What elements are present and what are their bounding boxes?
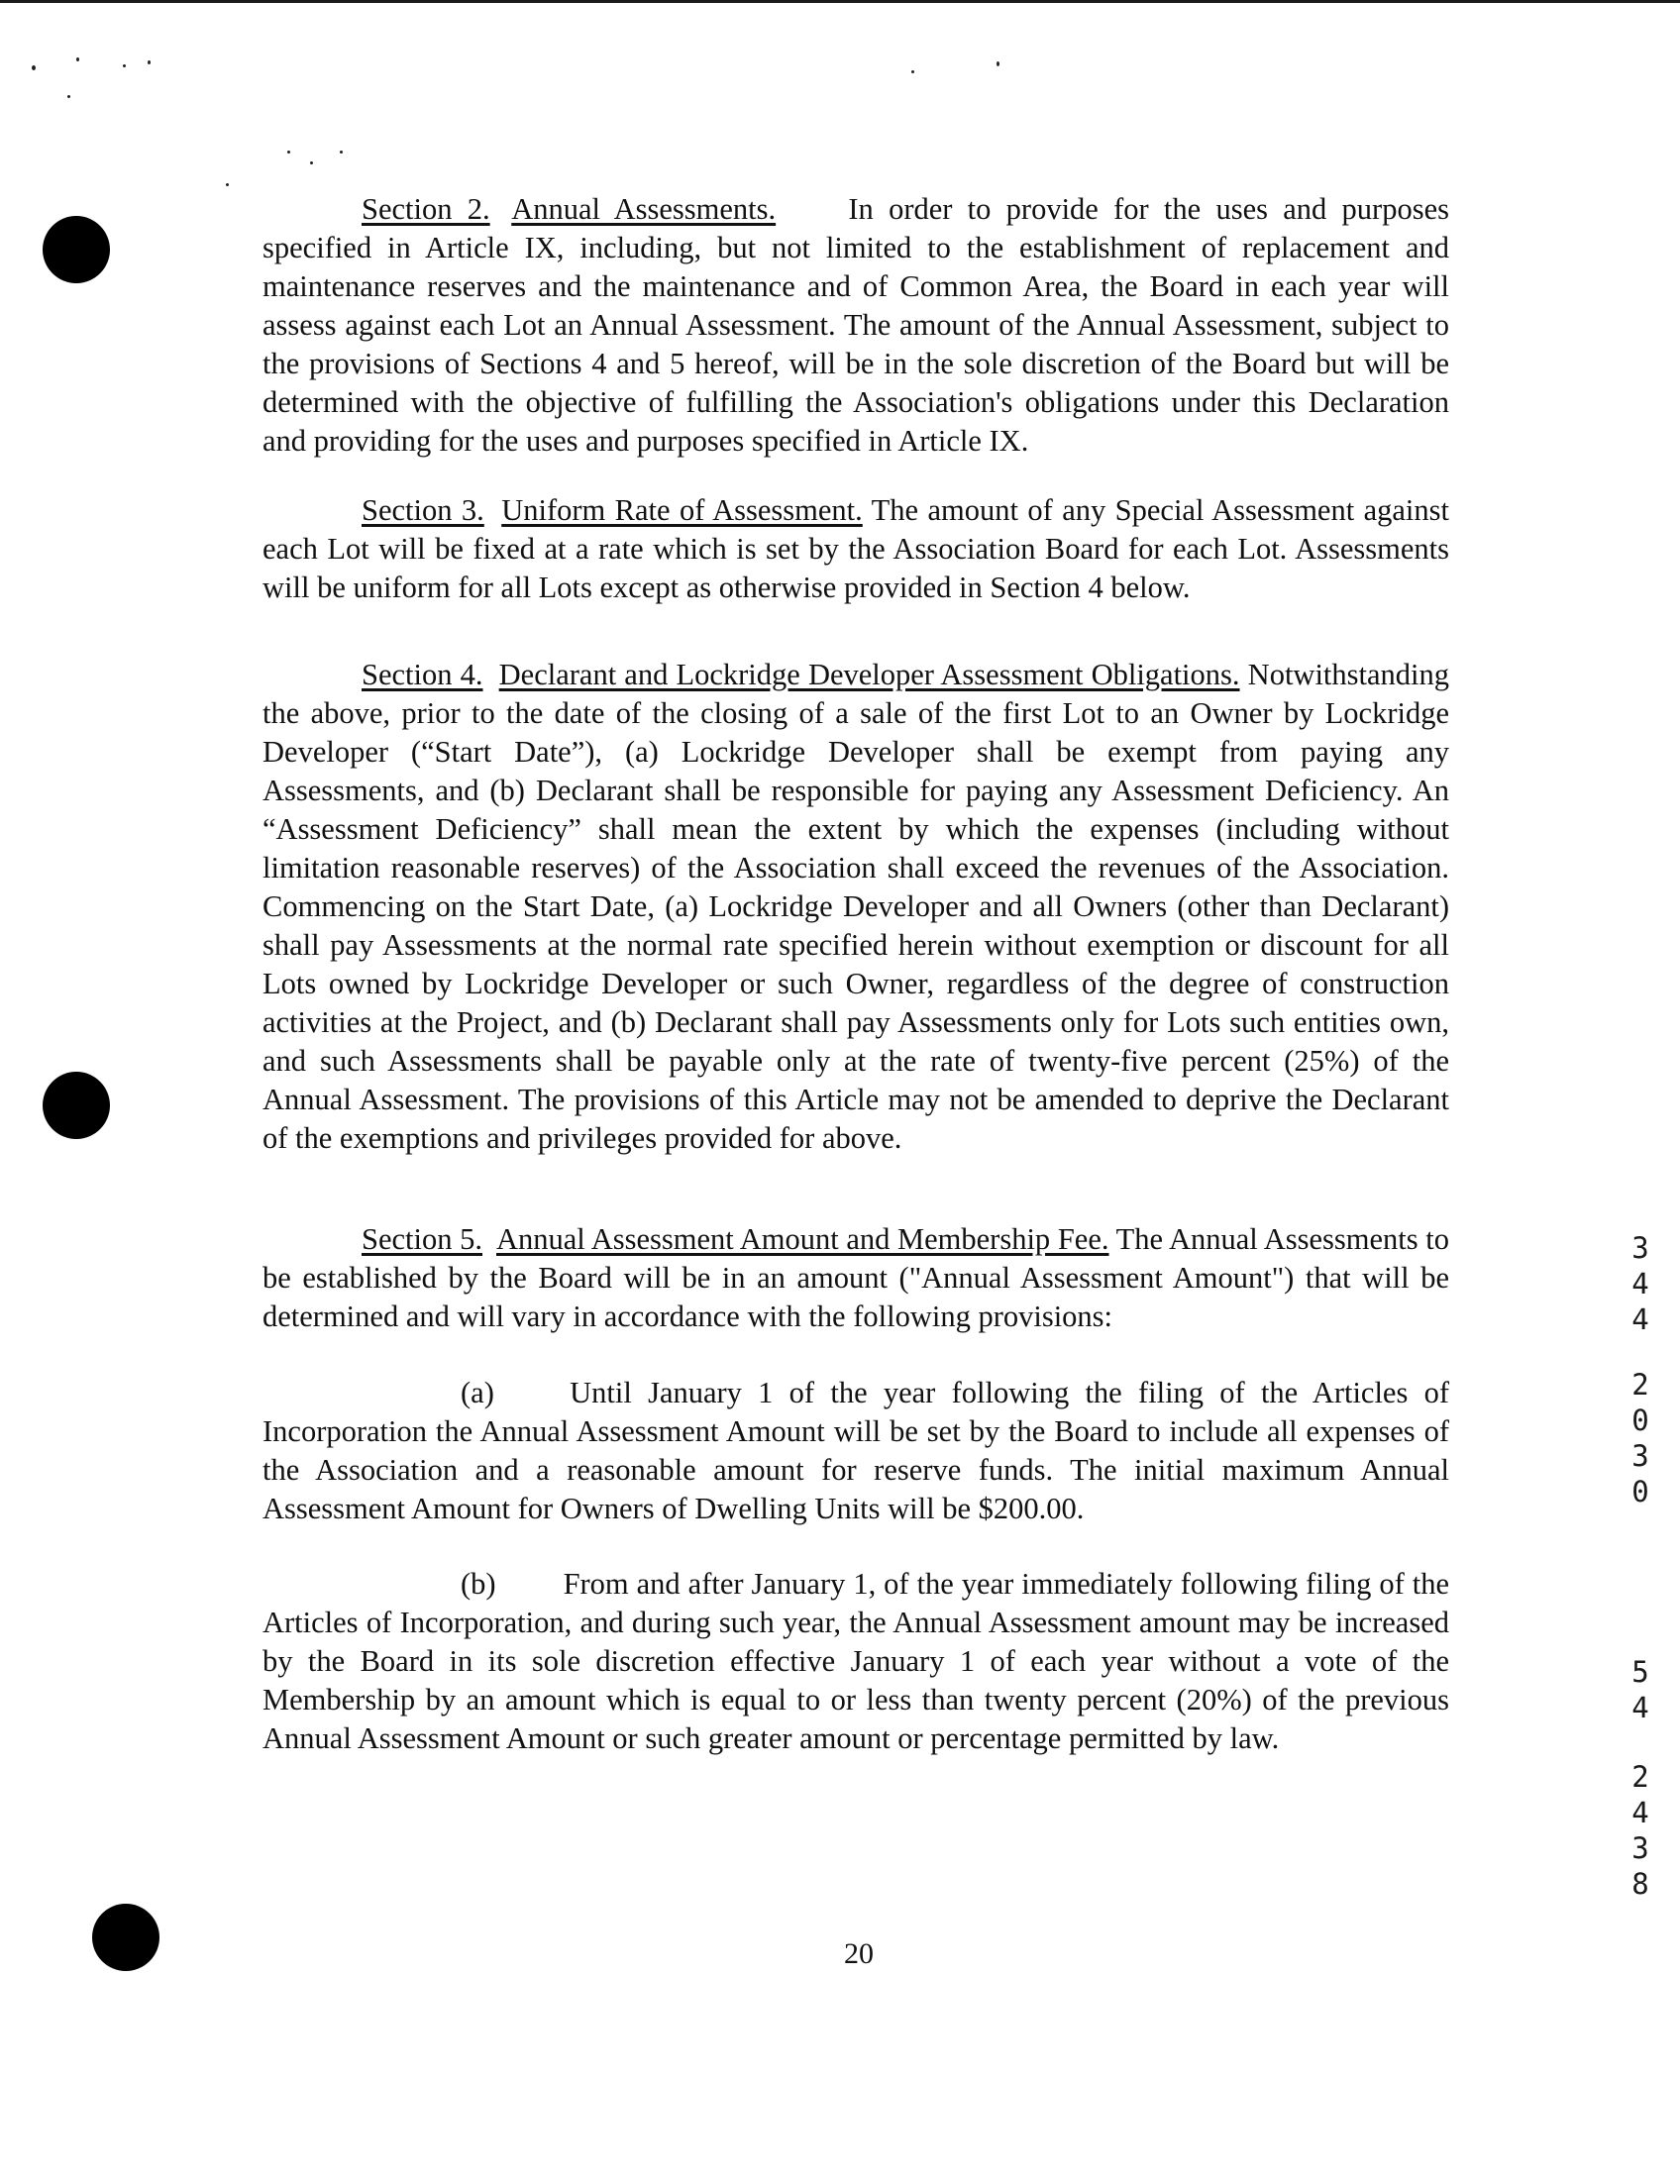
scan-speck xyxy=(287,151,290,154)
recording-stamp-group-1 xyxy=(1621,1230,1660,1337)
scan-speck xyxy=(911,70,914,73)
stamp-digit: 3 xyxy=(1631,1439,1649,1473)
item-a-marker: (a) xyxy=(461,1376,494,1409)
page-number: 20 xyxy=(844,1937,874,1970)
stamp-digit: 3 xyxy=(1631,1231,1649,1265)
stamp-digit: 5 xyxy=(1631,1655,1649,1689)
section-4-label: Section 4. xyxy=(362,658,483,691)
section-4-heading: Declarant and Lockridge Developer Assessment Obligations. xyxy=(498,658,1240,691)
section-5-label: Section 5. xyxy=(362,1222,483,1256)
stamp-digit: 2 xyxy=(1631,1760,1649,1794)
section-5-item-b xyxy=(262,1565,1449,1758)
stamp-digit: 0 xyxy=(1631,1475,1649,1508)
scan-speck xyxy=(226,183,229,186)
item-b-marker: (b) xyxy=(461,1567,496,1601)
section-2-heading: Annual Assessments. xyxy=(511,192,777,226)
section-3-heading: Uniform Rate of Assessment. xyxy=(501,493,863,527)
stamp-digit: 8 xyxy=(1631,1867,1649,1901)
scan-speck xyxy=(148,60,151,64)
scan-speck xyxy=(123,64,126,67)
scan-edge-line xyxy=(0,0,1680,3)
section-5-item-a xyxy=(262,1374,1449,1528)
stamp-digit: 2 xyxy=(1631,1368,1649,1402)
recording-stamp-group-2 xyxy=(1621,1367,1660,1509)
section-2 xyxy=(262,190,1449,461)
section-4 xyxy=(262,656,1449,1158)
scan-speck xyxy=(310,161,313,164)
punch-hole-top xyxy=(43,216,110,283)
stamp-digit: 4 xyxy=(1631,1691,1649,1724)
punch-hole-middle xyxy=(43,1072,110,1139)
scan-speck xyxy=(340,151,343,154)
section-3-body: The amount of any Special Assessment against each Lot will be fixed at a rate which is set by the Association Board for each Lot. Assessments will be uniform for all Lots except as otherwise provided in Section 4 below. xyxy=(262,493,1449,604)
stamp-digit: 0 xyxy=(1631,1404,1649,1437)
section-2-body: In order to provide for the uses and purposes specified in Article IX, including, but not limited to the establishment of replacement and maintenance reserves and the maintenance and of Common Area, the Board in each year will assess against each Lot an Annual Assessment. The amount of the Annual Assessment, subject to the provisions of Sections 4 and 5 hereof, will be in the sole discretion of the Board but will be determined with the objective of fulfilling the Association's obligations under this Declaration and providing for the uses and purposes specified in Article IX. xyxy=(262,192,1449,458)
stamp-digit: 4 xyxy=(1631,1796,1649,1829)
stamp-digit: 4 xyxy=(1631,1267,1649,1300)
section-3-label: Section 3. xyxy=(362,493,484,527)
recording-stamp-group-3 xyxy=(1621,1654,1660,1725)
section-2-label: Section 2. xyxy=(362,192,490,226)
section-4-body: Notwithstanding the above, prior to the date of the closing of a sale of the first Lot to an Owner by Lockridge Developer (“Start Date”), (a) Lockridge Developer shall be exempt from paying any Assessments, and (b) Declarant shall be responsible for paying any Assessment Deficiency. An “Assessment Deficiency” shall mean the extent by which the expenses (including without limitation reasonable reserves) of the Association shall exceed the revenues of the Association. Commencing on the Start Date, (a) Lockridge Developer and all Owners (other than Declarant) shall pay Assessments at the normal rate specified herein without exemption or discount for all Lots owned by Lockridge Developer or such Owner, regardless of the degree of construction activities at the Project, and (b) Declarant shall pay Assessments only for Lots such entities own, and such Assessments shall be payable only at the rate of twenty-five percent (25%) of the Annual Assessment. The provisions of this Article may not be amended to deprive the Declarant of the exemptions and privileges provided for above. xyxy=(262,658,1450,1155)
section-5 xyxy=(262,1220,1449,1336)
stamp-digit: 4 xyxy=(1631,1302,1649,1336)
recording-stamp-group-4 xyxy=(1621,1759,1660,1902)
item-a-text: Until January 1 of the year following the filing of the Articles of Incorporation the Annual Assessment Amount will be set by the Board to include all expenses of the Association and a reasonable amount for reserve funds. The initial maximum Annual Assessment Amount for Owners of Dwelling Units will be $200.00. xyxy=(262,1376,1450,1525)
stamp-digit: 3 xyxy=(1631,1831,1649,1865)
scan-speck xyxy=(67,95,70,98)
section-3 xyxy=(262,491,1449,607)
section-5-body: The Annual Assessments to be established by the Board will be in an amount ("Annual Assessment Amount") that will be determined and will vary in accordance with the following provisions: xyxy=(262,1222,1449,1333)
section-5-heading: Annual Assessment Amount and Membership Fee. xyxy=(495,1222,1109,1256)
scan-speck xyxy=(997,61,999,66)
scan-speck xyxy=(76,57,79,61)
scan-speck xyxy=(32,65,36,70)
item-b-text: From and after January 1, of the year immediately following filing of the Articles of Incorporation, and during such year, the Annual Assessment amount may be increased by the Board in its sole discretion effective January 1 of each year without a vote of the Membership by an amount which is equal to or less than twenty percent (20%) of the previous Annual Assessment Amount or such greater amount or percentage permitted by law. xyxy=(262,1567,1449,1755)
